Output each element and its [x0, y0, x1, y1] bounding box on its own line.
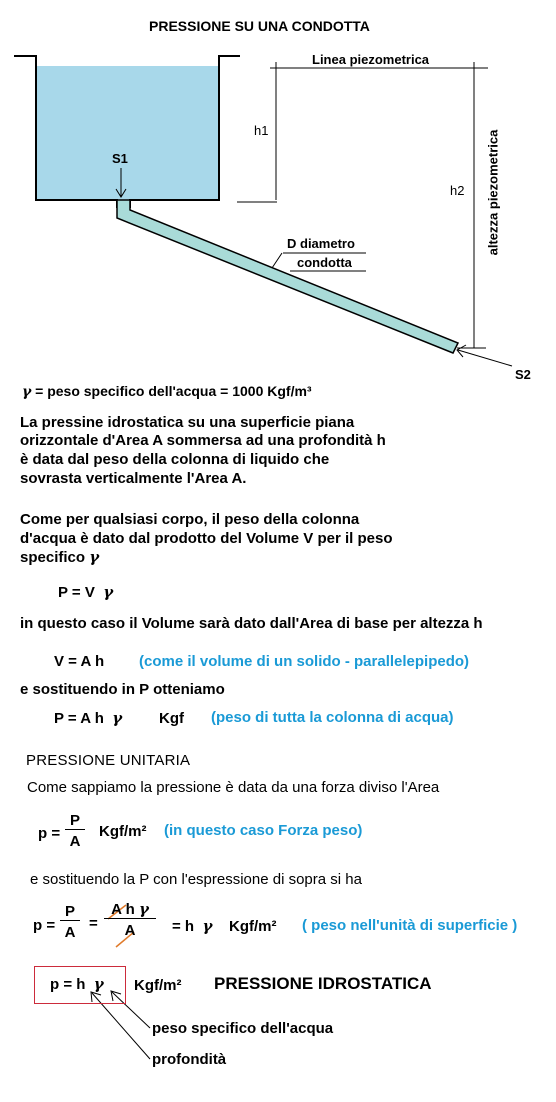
diameter-label-line2: condotta: [297, 255, 352, 270]
paragraph2-line1: Come per qualsiasi corpo, il peso della colonna: [20, 511, 360, 528]
frac2-result: = h γ: [172, 917, 213, 935]
s2-label: S2: [515, 367, 531, 382]
fraction2-p-over-a: $\frac{P}{A}$: [60, 903, 80, 941]
frac2-lhs: p =: [33, 917, 56, 934]
h1-label: h1: [254, 123, 269, 138]
equation-p-v: P = V γ: [58, 583, 114, 601]
substitution-sentence-2: e sostituendo la P con l'espressione di sopra si ha: [30, 871, 362, 888]
pressure-definition: Come sappiamo la pressione è data da una forza diviso l'Area: [27, 779, 440, 796]
fraction-p-over-a: $\frac{P}{A}$: [65, 812, 85, 850]
frac-lhs: p =: [38, 825, 61, 842]
tank-water: [36, 66, 219, 200]
paragraph1-line2: orizzontale d'Area A sommersa ad una profondità h: [20, 432, 386, 449]
gamma-definition: [22, 383, 312, 400]
section-heading: PRESSIONE UNITARIA: [26, 752, 191, 769]
gamma-definition-text: = peso specifico dell'acqua = 1000 Kgf/m³: [35, 383, 312, 399]
linea-piezometrica-label: Linea piezometrica: [312, 52, 430, 67]
annotation-gamma: peso specifico dell'acqua: [152, 1020, 334, 1037]
equation-v-note: (come il volume di un solido - parallelepipedo): [139, 653, 470, 670]
frac-note: (in questo caso Forza peso): [164, 822, 363, 839]
frac2-equals: =: [89, 915, 98, 932]
final-formula: p = h γ: [50, 975, 104, 993]
diameter-label-line1: D diametro: [287, 236, 355, 251]
paragraph1-line4: sovrasta verticalmente l'Area A.: [20, 470, 247, 487]
equation-p-unit: Kgf: [159, 710, 184, 727]
annotation-depth: profondità: [152, 1051, 227, 1068]
altezza-piezometrica-label: altezza piezometrica: [485, 129, 501, 256]
final-label: PRESSIONE IDROSTATICA: [214, 974, 432, 993]
s2-arrow: [458, 350, 512, 366]
s1-label: S1: [112, 151, 128, 166]
paragraph2-line3: specifico γ: [20, 548, 100, 566]
paragraph1-line3: è data dal peso della colonna di liquido che: [20, 451, 330, 468]
gamma-symbol: γ: [22, 384, 32, 400]
pipe: [117, 200, 458, 353]
frac2-note: ( peso nell'unità di superficie ): [302, 917, 518, 934]
volume-sentence: in questo caso il Volume sarà dato dall'Area di base per altezza h: [20, 615, 483, 632]
page-title: PRESSIONE SU UNA CONDOTTA: [149, 18, 370, 34]
fraction2-ahg-over-a: $\frac{\text{A h γ}}{A}$: [104, 900, 156, 939]
paragraph1-line1: La pressine idrostatica su una superficie piana: [20, 414, 355, 431]
equation-v: V = A h: [54, 653, 105, 670]
equation-p-ah: P = A h γ: [54, 709, 123, 727]
substitution-sentence: e sostituendo in P otteniamo: [20, 681, 225, 698]
frac-unit: Kgf/m²: [99, 823, 147, 840]
paragraph2-line2: d'acqua è dato dal prodotto del Volume V per il peso: [20, 530, 393, 547]
frac2-unit: Kgf/m²: [229, 918, 277, 935]
h2-label: h2: [450, 183, 465, 198]
final-unit: Kgf/m²: [134, 977, 182, 994]
equation-p-note: (peso di tutta la colonna di acqua): [211, 709, 454, 726]
